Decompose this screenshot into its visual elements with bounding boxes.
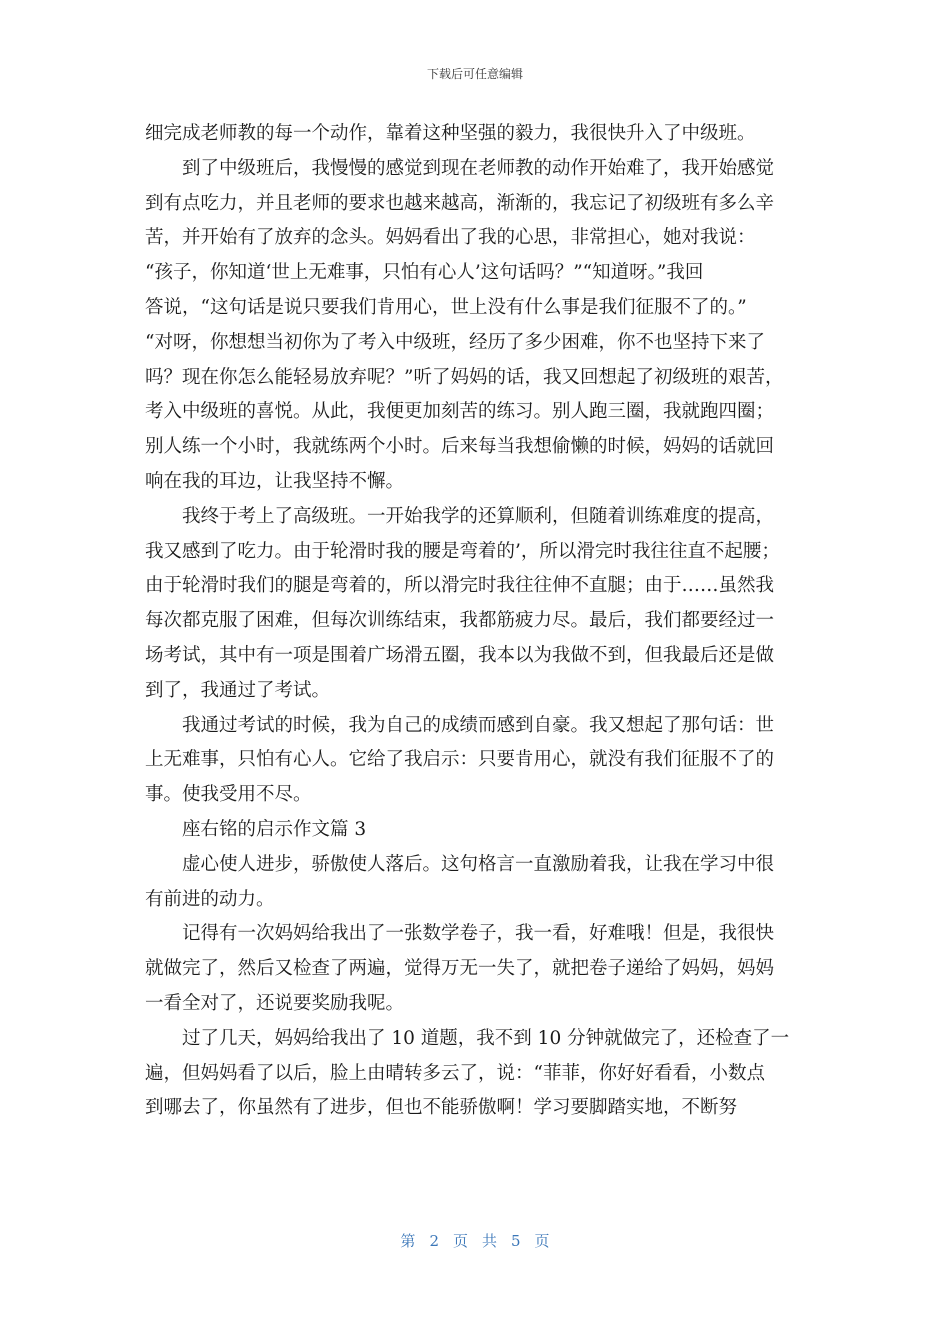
text-line: 别人练一个小时，我就练两个小时。后来每当我想偷懒的时候，妈妈的话就回 [145, 436, 775, 458]
footer-prefix: 第 [400, 1232, 416, 1250]
page-footer [0, 1231, 950, 1251]
text-line: 苦，并开始有了放弃的念头。妈妈看出了我的心思，非常担心，她对我说： [145, 227, 756, 249]
text-line: 到了，我通过了考试。 [145, 679, 331, 701]
text-line: 由于轮滑时我们的腿是弯着的，所以滑完时我往往伸不直腿；由于……虽然我 [145, 575, 775, 597]
text-line: 考入中级班的喜悦。从此，我便更加刻苦的练习。别人跑三圈，我就跑四圈； [145, 401, 775, 423]
text-line: 细完成老师教的每一个动作，靠着这种坚强的毅力，我很快升入了中级班。 [145, 123, 756, 144]
text-line: “孩子，你知道‘世上无难事，只怕有心人’这句话吗？”“知道呀。”我回 [145, 262, 704, 284]
text-line: 过了几天，妈妈给我出了 10 道题，我不到 10 分钟就做完了，还检查了一 [182, 1027, 790, 1049]
document-body [145, 117, 813, 1126]
footer-page-number: 2 [429, 1232, 439, 1250]
text-line: 到哪去了，你虽然有了进步，但也不能骄傲啊！学习要脚踏实地，不断努 [145, 1097, 738, 1119]
page-header [0, 66, 950, 82]
text-line: 遍，但妈妈看了以后，脸上由晴转多云了，说：“菲菲，你好好看看，小数点 [145, 1062, 765, 1084]
text-line: 事。使我受用不尽。 [145, 784, 312, 806]
header-text: 下载后可任意编辑 [426, 67, 523, 81]
text-line: 一看全对了，还说要奖励我呢。 [145, 992, 405, 1014]
footer-suffix: 页 [534, 1232, 550, 1250]
text-line: 虚心使人进步，骄傲使人落后。这句格言一直激励着我，让我在学习中很 [182, 853, 775, 875]
text-line: 到有点吃力，并且老师的要求也越来越高，渐渐的，我忘记了初级班有多么辛 [145, 192, 775, 214]
text-line: 有前进的动力。 [145, 888, 275, 910]
text-line: 就做完了，然后又检查了两遍，觉得万无一失了，就把卷子递给了妈妈，妈妈 [145, 958, 775, 980]
footer-total-pages: 5 [511, 1232, 521, 1250]
text-line: 记得有一次妈妈给我出了一张数学卷子，我一看，好难哦！但是，我很快 [182, 923, 775, 945]
text-line: 响在我的耳边，让我坚持不懈。 [145, 470, 405, 492]
footer-middle: 页共 [452, 1232, 511, 1250]
text-line: 场考试，其中有一项是围着广场滑五圈，我本以为我做不到，但我最后还是做 [145, 644, 775, 666]
section-heading: 座右铭的启示作文篇 3 [182, 818, 367, 840]
text-line: 到了中级班后，我慢慢的感觉到现在老师教的动作开始难了，我开始感觉 [182, 157, 775, 179]
text-line: 上无难事，只怕有心人。它给了我启示：只要肯用心，就没有我们征服不了的 [145, 749, 775, 771]
text-line: 我终于考上了高级班。一开始我学的还算顺利，但随着训练难度的提高， [182, 505, 775, 527]
text-line: “对呀，你想想当初你为了考入中级班，经历了多少困难，你不也坚持下来了 [145, 331, 765, 353]
text-line: 答说，“这句话是说只要我们肯用心，世上没有什么事是我们征服不了的。” [145, 296, 747, 318]
text-line: 我又感到了吃力。由于轮滑时我的腰是弯着的’，所以滑完时我往往直不起腰； [145, 540, 780, 562]
text-line: 吗？现在你怎么能轻易放弃呢？”听了妈妈的话，我又回想起了初级班的艰苦， [145, 366, 784, 388]
text-line: 每次都克服了困难，但每次训练结束，我都筋疲力尽。最后，我们都要经过一 [145, 610, 775, 632]
text-line: 我通过考试的时候，我为自己的成绩而感到自豪。我又想起了那句话：世 [182, 714, 775, 736]
